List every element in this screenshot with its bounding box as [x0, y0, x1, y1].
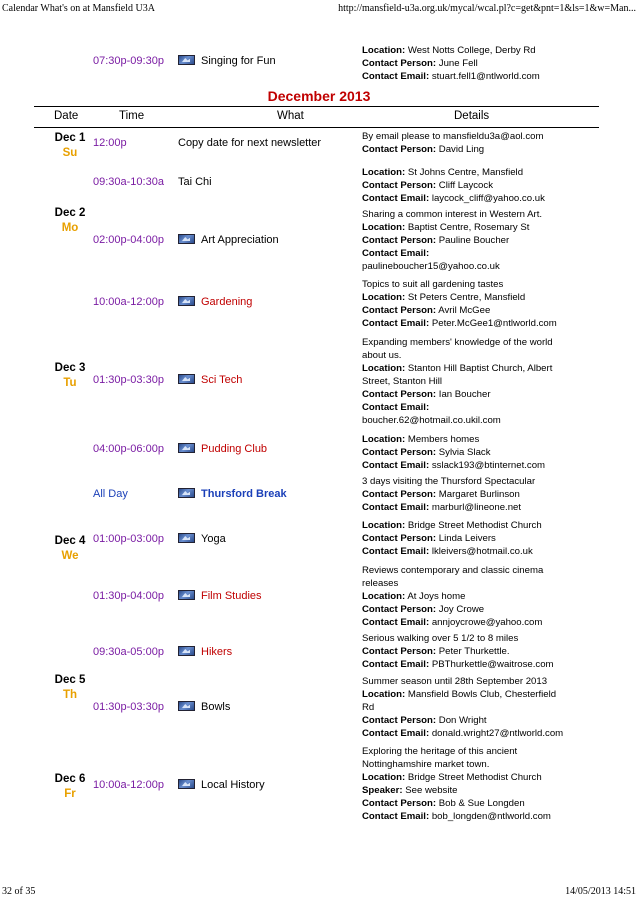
event-title[interactable]: [178, 296, 252, 308]
detail-label: Location:: [362, 520, 406, 531]
detail-label: Location:: [362, 434, 406, 445]
day-weekday: Tu: [63, 377, 77, 389]
detail-value: David Ling: [438, 144, 485, 155]
event-time: 04:00p-06:00p: [93, 443, 164, 455]
detail-label: Contact Person:: [362, 604, 437, 615]
detail-value: Margaret Burlinson: [438, 489, 520, 500]
detail-line: [362, 414, 602, 427]
detail-label: Contact Person:: [362, 447, 437, 458]
detail-label: Contact Email:: [362, 193, 430, 204]
detail-value: Ian Boucher: [438, 389, 491, 400]
detail-label: Contact Person:: [362, 646, 437, 657]
day-label: [50, 361, 90, 391]
detail-label: Contact Email:: [362, 811, 430, 822]
event-image-icon: [178, 55, 195, 65]
event-title[interactable]: [178, 590, 262, 602]
detail-label: Contact Email:: [362, 248, 430, 259]
detail-label: Contact Person:: [362, 180, 437, 191]
detail-line: [362, 590, 602, 603]
detail-value: St Peters Centre, Mansfield: [407, 292, 526, 303]
detail-value: Exploring the heritage of this ancient: [362, 746, 518, 757]
event-image-icon: [178, 779, 195, 789]
detail-line: [362, 130, 602, 143]
detail-value: Peter.McGee1@ntlworld.com: [431, 318, 557, 329]
detail-line: [362, 532, 602, 545]
detail-value: Reviews contemporary and classic cinema: [362, 565, 544, 576]
event-title[interactable]: [178, 137, 321, 149]
detail-value: marburl@lineone.net: [431, 502, 522, 513]
table-header: [34, 106, 599, 128]
detail-value: Peter Thurkettle.: [438, 646, 510, 657]
detail-line: [362, 375, 602, 388]
detail-line: [362, 278, 602, 291]
event-title[interactable]: [178, 533, 226, 545]
detail-line: [362, 166, 602, 179]
detail-value: Bob & Sue Longden: [438, 798, 525, 809]
browser-header-title: Calendar What's on at Mansfield U3A: [2, 3, 155, 14]
event-title[interactable]: [178, 234, 279, 246]
event-title-text: Local History: [201, 779, 265, 791]
detail-value: Joy Crowe: [438, 604, 485, 615]
detail-line: [362, 388, 602, 401]
day-weekday: Fr: [64, 788, 76, 800]
browser-header-url: http://mansfield-u3a.org.uk/mycal/wcal.pl?c=get&pnt=1&ls=1&w=Man...: [338, 3, 636, 14]
detail-value: Baptist Centre, Rosemary St: [407, 222, 530, 233]
event-details: [362, 519, 602, 558]
event-title[interactable]: [178, 488, 287, 500]
detail-value: Bridge Street Methodist Church: [407, 772, 542, 783]
event-image-icon: [178, 488, 195, 498]
detail-line: [362, 143, 602, 156]
event-details: [362, 475, 602, 514]
event-details: [362, 675, 602, 740]
detail-label: Location:: [362, 363, 406, 374]
detail-value: Serious walking over 5 1/2 to 8 miles: [362, 633, 519, 644]
detail-label: Contact Person:: [362, 235, 437, 246]
detail-label: Contact Person:: [362, 798, 437, 809]
event-time: 01:30p-04:00p: [93, 590, 164, 602]
detail-label: Contact Person:: [362, 389, 437, 400]
day-date: Dec 3: [54, 362, 86, 374]
detail-label: Location:: [362, 591, 406, 602]
event-title-text: Bowls: [201, 701, 231, 713]
detail-label: Speaker:: [362, 785, 403, 796]
detail-line: [362, 810, 602, 823]
page-number: 32 of 35: [2, 886, 36, 897]
event-image-icon: [178, 701, 195, 711]
detail-value: Topics to suit all gardening tastes: [362, 279, 504, 290]
detail-value: bob_longden@ntlworld.com: [431, 811, 551, 822]
event-title-text: Copy date for next newsletter: [178, 137, 322, 149]
day-weekday: Su: [62, 147, 78, 159]
column-date: Date: [54, 110, 79, 122]
day-date: Dec 6: [54, 773, 86, 785]
detail-line: [362, 317, 602, 330]
detail-line: [362, 208, 602, 221]
event-details: [362, 564, 602, 629]
detail-line: [362, 727, 602, 740]
event-time: 01:30p-03:30p: [93, 701, 164, 713]
detail-line: [362, 771, 602, 784]
detail-value: Sharing a common interest in Western Art.: [362, 209, 543, 220]
detail-line: [362, 645, 602, 658]
detail-label: Contact Person:: [362, 489, 437, 500]
day-date: Dec 1: [54, 132, 86, 144]
detail-value: At Joys home: [407, 591, 466, 602]
detail-label: Contact Email:: [362, 502, 430, 513]
event-title[interactable]: [178, 374, 242, 386]
detail-value: St Johns Centre, Mansfield: [407, 167, 524, 178]
day-label: [50, 772, 90, 802]
event-title-text: Hikers: [201, 646, 233, 658]
event-time: 02:00p-04:00p: [93, 234, 164, 246]
detail-line: [362, 401, 602, 414]
detail-label: Contact Email:: [362, 728, 430, 739]
detail-value: donald.wright27@ntlworld.com: [431, 728, 564, 739]
event-title[interactable]: [178, 701, 230, 713]
event-title-text: Pudding Club: [201, 443, 268, 455]
detail-line: [362, 616, 602, 629]
detail-line: [362, 179, 602, 192]
detail-line: [362, 545, 602, 558]
detail-value: 3 days visiting the Thursford Spectacular: [362, 476, 536, 487]
detail-value: Pauline Boucher: [438, 235, 510, 246]
day-weekday: Th: [62, 689, 78, 701]
detail-label: Contact Email:: [362, 659, 430, 670]
detail-label: Location:: [362, 689, 406, 700]
event-details: [362, 166, 602, 205]
detail-value: Linda Leivers: [438, 533, 496, 544]
detail-line: [362, 745, 602, 758]
detail-value: Stanton Hill Baptist Church, Albert: [407, 363, 553, 374]
detail-label: Location:: [362, 222, 406, 233]
detail-line: [362, 501, 602, 514]
detail-value: Cliff Laycock: [438, 180, 493, 191]
print-timestamp: 14/05/2013 14:51: [565, 886, 636, 897]
detail-line: [362, 475, 602, 488]
day-label: [50, 673, 90, 703]
day-date: Dec 4: [54, 535, 86, 547]
event-details: [362, 433, 602, 472]
detail-line: [362, 221, 602, 234]
detail-line: [362, 714, 602, 727]
detail-line: [362, 446, 602, 459]
event-details: [362, 745, 602, 823]
detail-value: Summer season until 28th September 2013: [362, 676, 548, 687]
detail-value: Rd: [362, 702, 375, 713]
detail-line: [362, 758, 602, 771]
event-title-text: Thursford Break: [201, 488, 287, 500]
event-image-icon: [178, 590, 195, 600]
detail-value: laycock_cliff@yahoo.co.uk: [431, 193, 545, 204]
detail-line: [362, 433, 602, 446]
detail-line: [362, 304, 602, 317]
day-label: [50, 534, 90, 564]
detail-value: annjoycrowe@yahoo.com: [431, 617, 543, 628]
event-title[interactable]: [178, 646, 232, 658]
detail-line: [362, 349, 602, 362]
event-time: 01:00p-03:00p: [93, 533, 164, 545]
detail-value: boucher.62@hotmail.co.ukil.com: [362, 415, 501, 426]
detail-line: [362, 564, 602, 577]
detail-line: [362, 577, 602, 590]
detail-label: Contact Person:: [362, 144, 437, 155]
detail-line: [362, 632, 602, 645]
event-title-text: Sci Tech: [201, 374, 243, 386]
event-title[interactable]: [178, 779, 265, 791]
detail-line: [362, 658, 602, 671]
event-title[interactable]: [178, 176, 212, 188]
detail-line: [362, 362, 602, 375]
detail-line: [362, 675, 602, 688]
detail-value: Don Wright: [438, 715, 487, 726]
detail-value: Nottinghamshire market town.: [362, 759, 490, 770]
detail-line: [362, 488, 602, 501]
event-image-icon: [178, 374, 195, 384]
event-details: [362, 632, 602, 671]
detail-label: Contact Email:: [362, 460, 430, 471]
detail-line: [362, 192, 602, 205]
detail-value: Mansfield Bowls Club, Chesterfield: [407, 689, 557, 700]
detail-line: [362, 260, 602, 273]
detail-value: Sylvia Slack: [438, 447, 491, 458]
event-time: 01:30p-03:30p: [93, 374, 164, 386]
day-label: [50, 131, 90, 161]
column-time: Time: [119, 110, 145, 122]
event-details: [362, 278, 602, 330]
detail-label: Location:: [362, 292, 406, 303]
detail-label: Location:: [362, 167, 406, 178]
event-title-text: Tai Chi: [178, 176, 212, 188]
day-weekday: Mo: [61, 222, 79, 234]
detail-line: [362, 603, 602, 616]
detail-value: Street, Stanton Hill: [362, 376, 442, 387]
detail-label: Contact Person:: [362, 305, 437, 316]
detail-value: Members homes: [407, 434, 480, 445]
column-details: Details: [454, 110, 490, 122]
event-time: 12:00p: [93, 137, 127, 149]
column-what: What: [277, 110, 304, 122]
event-time: 10:00a-12:00p: [93, 296, 164, 308]
event-image-icon: [178, 296, 195, 306]
event-time: 07:30p-09:30p: [93, 55, 164, 67]
detail-value: See website: [405, 785, 458, 796]
detail-line: [362, 688, 602, 701]
detail-line: [362, 336, 602, 349]
event-title-text: Yoga: [201, 533, 226, 545]
detail-line: [362, 784, 602, 797]
detail-label: Contact Email:: [362, 546, 430, 557]
event-title-text: Art Appreciation: [201, 234, 279, 246]
month-title: December 2013: [267, 88, 371, 104]
detail-value: sslack193@btinternet.com: [431, 460, 546, 471]
event-time: 09:30a-05:00p: [93, 646, 164, 658]
detail-value: By email please to mansfieldu3a@aol.com: [362, 131, 544, 142]
detail-line: [362, 797, 602, 810]
detail-line: [362, 459, 602, 472]
event-title-text: Gardening: [201, 296, 253, 308]
detail-label: Contact Person:: [362, 715, 437, 726]
day-date: Dec 2: [54, 207, 86, 219]
detail-value: Bridge Street Methodist Church: [407, 520, 542, 531]
detail-value: PBThurkettle@waitrose.com: [431, 659, 554, 670]
detail-line: [362, 519, 602, 532]
detail-label: Location:: [362, 772, 406, 783]
detail-label: Contact Email:: [362, 318, 430, 329]
detail-value: lkleivers@hotmail.co.uk: [431, 546, 533, 557]
detail-value: releases: [362, 578, 399, 589]
event-image-icon: [178, 533, 195, 543]
event-time: 10:00a-12:00p: [93, 779, 164, 791]
event-details: Location: West Notts College, Derby Rd Contact Person: June Fell Contact Email: stuart.fell1@ntlworld.com: [362, 45, 540, 82]
detail-value: Avril McGee: [438, 305, 491, 316]
detail-value: Expanding members' knowledge of the world: [362, 337, 553, 348]
event-time: All Day: [93, 488, 128, 500]
event-details: [362, 208, 602, 273]
event-image-icon: [178, 234, 195, 244]
day-weekday: We: [61, 550, 79, 562]
detail-line: [362, 291, 602, 304]
detail-label: Contact Person:: [362, 533, 437, 544]
event-image-icon: [178, 646, 195, 656]
event-title[interactable]: [178, 443, 267, 455]
day-label: [50, 206, 90, 236]
event-title-text: Film Studies: [201, 590, 262, 602]
detail-line: [362, 234, 602, 247]
detail-value: about us.: [362, 350, 402, 361]
event-title[interactable]: Singing for Fun: [178, 55, 276, 67]
detail-line: [362, 701, 602, 714]
event-time: 09:30a-10:30a: [93, 176, 164, 188]
event-image-icon: [178, 443, 195, 453]
detail-line: [362, 247, 602, 260]
detail-label: Contact Email:: [362, 617, 430, 628]
detail-label: Contact Email:: [362, 402, 430, 413]
event-details: [362, 130, 602, 156]
detail-value: paulineboucher15@yahoo.co.uk: [362, 261, 500, 272]
event-details: [362, 336, 602, 427]
day-date: Dec 5: [54, 674, 86, 686]
